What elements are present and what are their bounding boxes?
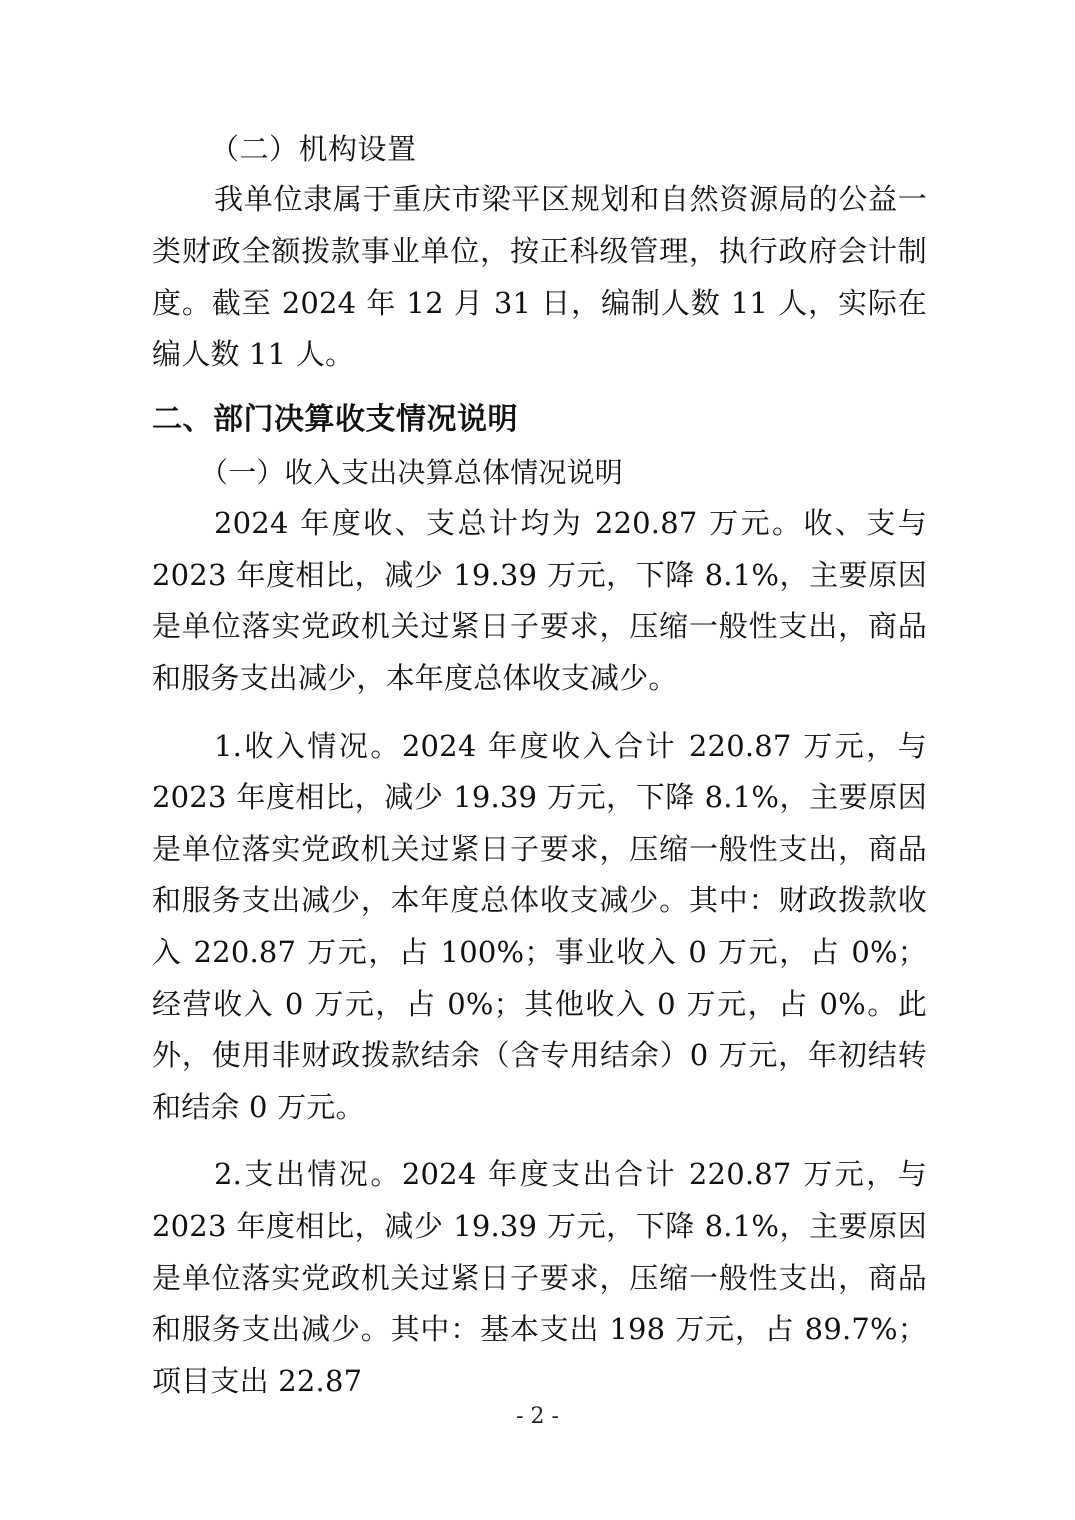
page-number: - 2 - — [516, 1404, 559, 1429]
paragraph-org-setup: 我单位隶属于重庆市梁平区规划和自然资源局的公益一类财政全额拨款事业单位，按正科级管理，执行政府会计制度。截至 2024 年 12 月 31 日，编制人数 11 人，实际在编人数 11 人。 — [152, 182, 927, 372]
page-content — [152, 120, 927, 1409]
paragraph-income: 1.收入情况。2024 年度收入合计 220.87 万元，与 2023 年度相比，减少 19.39 万元，下降 8.1%，主要原因是单位落实党政机关过紧日子要求，压缩一般性支出，商品和服务支出减少，本年度总体收支减少。其中：财政拨款收入 220.87 万元，占 100%；事业收入 0 万元，占 0%；经营收入 0 万元，占 0%；其他收入 0 万元，占 0%。此外，使用非财政拨款结余（含专用结余）0 万元，年初结转和结余 0 万元。 — [152, 728, 927, 1124]
paragraph-expenditure: 2.支出情况。2024 年度支出合计 220.87 万元，与 2023 年度相比，减少 19.39 万元，下降 8.1%，主要原因是单位落实党政机关过紧日子要求，压缩一般性支出，商品和服务支出减少。其中：基本支出 198 万元，占 89.7%；项目支出 22.87 — [152, 1157, 927, 1398]
paragraph-overview: 2024 年度收、支总计均为 220.87 万元。收、支与 2023 年度相比，减少 19.39 万元，下降 8.1%，主要原因是单位落实党政机关过紧日子要求，压缩一般性支出，商品和服务支出减少，本年度总体收支减少。 — [152, 506, 927, 695]
heading-income-expenditure-overview: （一）收入支出决算总体情况说明 — [200, 456, 624, 490]
heading-section-two: 二、部门决算收支情况说明 — [152, 401, 518, 437]
heading-org-setup: （二）机构设置 — [210, 132, 417, 166]
